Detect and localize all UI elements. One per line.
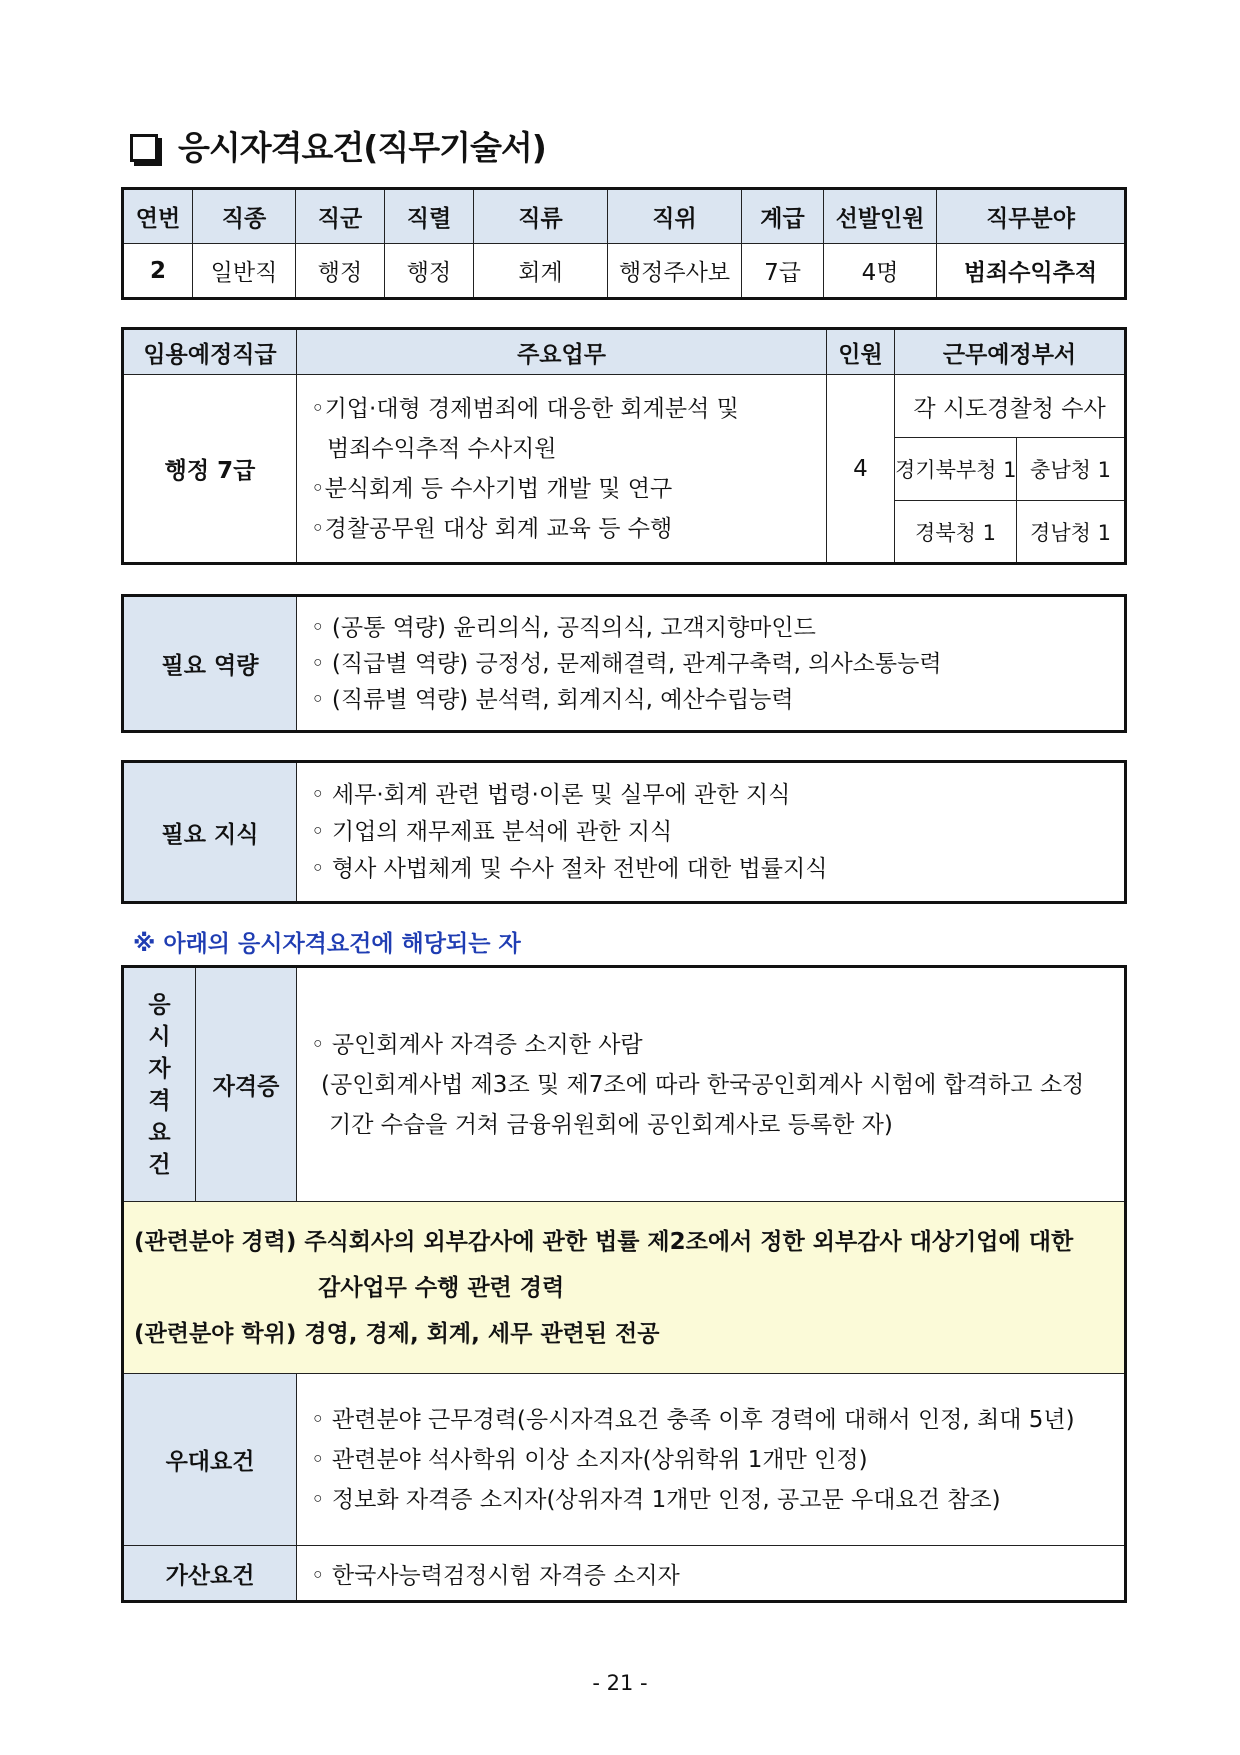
- page-title-text: 응시자격요건(직무기술서): [178, 128, 546, 167]
- dept-cell: 충남청 1: [1017, 438, 1126, 501]
- summary-header: 직무분야: [937, 189, 1126, 244]
- summary-header: 직종: [193, 189, 296, 244]
- vertical-heading: 응 시 자 격 요 건: [123, 967, 196, 1202]
- pref-item: ◦ 관련분야 석사학위 이상 소지자(상위학위 1개만 인정): [311, 1446, 868, 1473]
- knowledge-item: ◦ 형사 사법체계 및 수사 절차 전반에 대한 법률지식: [311, 855, 828, 882]
- summary-header: 직군: [296, 189, 385, 244]
- competency-list: [297, 596, 1126, 732]
- duties-header: 주요업무: [297, 329, 827, 375]
- summary-value: 4명: [824, 244, 937, 299]
- summary-value: 범죄수익추적: [937, 244, 1126, 299]
- notice-text: ※ 아래의 응시자격요건에 해당되는 자: [133, 931, 521, 957]
- bonus-label: 가산요건: [123, 1546, 297, 1602]
- summary-header: 선발인원: [824, 189, 937, 244]
- summary-value: 일반직: [193, 244, 296, 299]
- summary-header: 직류: [474, 189, 608, 244]
- summary-header: 직위: [608, 189, 742, 244]
- competency-label: 필요 역량: [123, 596, 297, 732]
- summary-value: 2: [123, 244, 193, 299]
- knowledge-table: [121, 760, 1127, 904]
- summary-value: 7급: [742, 244, 824, 299]
- summary-value: 행정: [385, 244, 474, 299]
- pref-item: ◦ 관련분야 근무경력(응시자격요건 충족 이후 경력에 대해서 인정, 최대 5년): [311, 1406, 1075, 1433]
- task-item: ◦경찰공무원 대상 회계 교육 등 수행: [311, 515, 673, 542]
- pref-label: 우대요건: [123, 1374, 297, 1546]
- tasks-cell: [297, 375, 827, 564]
- dept-cell: 경북청 1: [895, 501, 1017, 564]
- knowledge-label: 필요 지식: [123, 762, 297, 903]
- count-cell: 4: [827, 375, 895, 564]
- competency-item: ◦ (직급별 역량) 긍정성, 문제해결력, 관계구축력, 의사소통능력: [311, 650, 942, 677]
- degree-line: (관련분야 학위) 경영, 경제, 회계, 세무 관련된 전공: [134, 1320, 660, 1347]
- knowledge-item: ◦ 세무·회계 관련 법령·이론 및 실무에 관한 지식: [311, 781, 791, 808]
- cert-line: (공인회계사법 제3조 및 제7조에 따라 한국공인회계사 시험에 합격하고 소정: [321, 1071, 1085, 1098]
- checkbox-icon: [130, 134, 158, 162]
- dept-cell: 경기북부청 1: [895, 438, 1017, 501]
- competency-item: ◦ (직류별 역량) 분석력, 회계지식, 예산수립능력: [311, 686, 794, 713]
- task-item: 범죄수익추적 수사지원: [327, 435, 557, 462]
- cert-line: ◦ 공인회계사 자격증 소지한 사람: [311, 1031, 643, 1058]
- competency-table: [121, 594, 1127, 733]
- pref-list: [297, 1374, 1126, 1546]
- knowledge-item: ◦ 기업의 재무제표 분석에 관한 지식: [311, 818, 673, 845]
- cert-content: [297, 967, 1126, 1202]
- qualification-table: [121, 965, 1127, 1603]
- task-item: ◦기업·대형 경제범죄에 대응한 회계분석 및: [311, 395, 739, 422]
- cert-label: 자격증: [196, 967, 297, 1202]
- duties-header: 인원: [827, 329, 895, 375]
- summary-header: 연번: [123, 189, 193, 244]
- summary-value: 회계: [474, 244, 608, 299]
- summary-header: 직렬: [385, 189, 474, 244]
- duties-table: [121, 327, 1127, 565]
- summary-table: [121, 187, 1127, 300]
- career-degree-box: [123, 1202, 1126, 1374]
- task-item: ◦분식회계 등 수사기법 개발 및 연구: [311, 475, 673, 502]
- page-title: [130, 122, 546, 169]
- pref-item: ◦ 정보화 자격증 소지자(상위자격 1개만 인정, 공고문 우대요건 참조): [311, 1486, 1001, 1513]
- summary-header: 계급: [742, 189, 824, 244]
- summary-value: 행정: [296, 244, 385, 299]
- duties-header: 임용예정직급: [123, 329, 297, 375]
- bonus-item: ◦ 한국사능력검정시험 자격증 소지자: [297, 1546, 1126, 1602]
- page-number: - 21 -: [592, 1671, 648, 1695]
- competency-item: ◦ (공통 역량) 윤리의식, 공직의식, 고객지향마인드: [311, 614, 816, 641]
- knowledge-list: [297, 762, 1126, 903]
- grade-cell: 행정 7급: [123, 375, 297, 564]
- duties-header: 근무예정부서: [895, 329, 1126, 375]
- career-line: (관련분야 경력) 주식회사의 외부감사에 관한 법률 제2조에서 정한 외부감사 대상기업에 대한: [134, 1228, 1074, 1255]
- dept-cell: 경남청 1: [1017, 501, 1126, 564]
- dept-top: 각 시도경찰청 수사: [895, 375, 1126, 438]
- summary-value: 행정주사보: [608, 244, 742, 299]
- career-line-cont: 감사업무 수행 관련 경력: [318, 1274, 565, 1301]
- cert-line: 기간 수습을 거쳐 금융위원회에 공인회계사로 등록한 자): [329, 1111, 893, 1138]
